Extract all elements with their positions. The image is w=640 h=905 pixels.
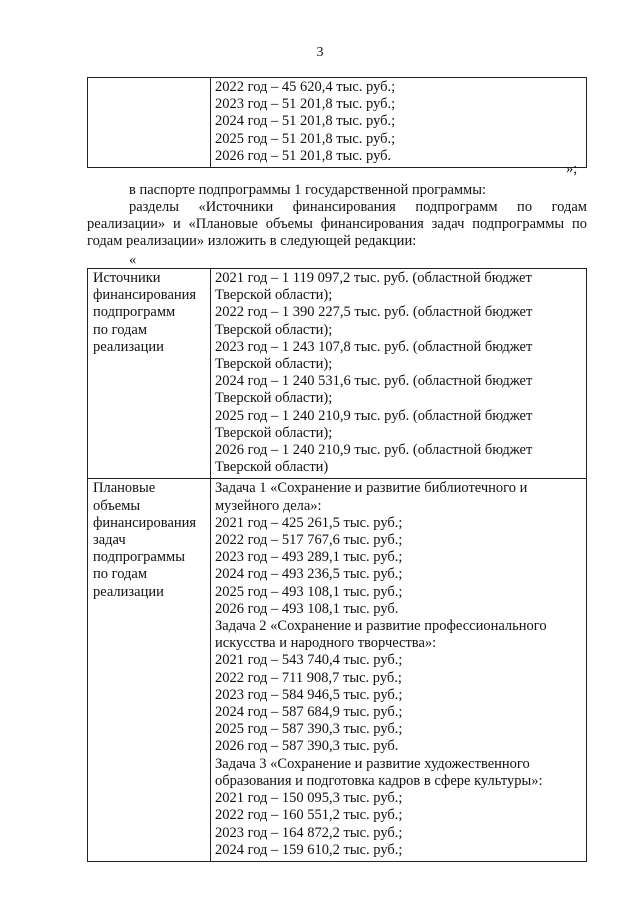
source-entry-line: 2022 год – 1 390 227,5 тыс. руб. (областной бюджет (215, 304, 533, 321)
table-row-tasks (88, 479, 587, 861)
sources-label-cell (88, 269, 211, 479)
label-line: реализации (93, 583, 164, 600)
label-line: финансирования (93, 287, 197, 304)
label-line: Источники (93, 270, 161, 286)
task-title-line: Задача 2 «Сохранение и развитие профессионального (215, 618, 547, 635)
source-entry-line: 2025 год – 1 240 210,9 тыс. руб. (областной бюджет (215, 407, 533, 424)
funding-year-line: 2022 год – 45 620,4 тыс. руб.; (215, 79, 396, 95)
task-year-line: 2024 год – 493 236,5 тыс. руб.; (215, 566, 403, 583)
funding-year-line: 2023 год – 51 201,8 тыс. руб.; (215, 96, 396, 113)
label-line: по годам (93, 566, 148, 583)
label-line: подпрограммы (93, 549, 185, 566)
task-year-line: 2023 год – 584 946,5 тыс. руб.; (215, 686, 403, 703)
sources-values-cell (211, 269, 587, 479)
funding-year-line: 2024 год – 51 201,8 тыс. руб.; (215, 113, 396, 130)
amendment-intro-paragraph: в паспорте подпрограммы 1 государственной программы: (129, 182, 487, 198)
source-entry-line: 2023 год – 1 243 107,8 тыс. руб. (областной бюджет (215, 338, 533, 355)
tasks-label-cell (88, 479, 211, 861)
closing-quote-mark: »; (566, 161, 578, 177)
continued-funding-table (87, 77, 587, 168)
task-year-line: 2024 год – 159 610,2 тыс. руб.; (215, 841, 403, 858)
label-line: объемы (93, 497, 141, 514)
page-number: 3 (316, 45, 324, 60)
label-line: подпрограмм (93, 304, 176, 321)
empty-label-cell (88, 78, 211, 168)
label-line: задач (93, 532, 126, 549)
task-title-line: Задача 3 «Сохранение и развитие художественного (215, 755, 530, 772)
task-year-line: 2021 год – 150 095,3 тыс. руб.; (215, 790, 403, 807)
task-year-line: 2025 год – 493 108,1 тыс. руб.; (215, 583, 403, 600)
source-entry-line: Тверской области); (215, 356, 333, 373)
label-line: по годам (93, 321, 148, 338)
task-year-line: 2023 год – 493 289,1 тыс. руб.; (215, 549, 403, 566)
funding-values-cell (211, 78, 587, 168)
task-title-line: музейного дела»: (215, 497, 322, 514)
funding-year-line: 2026 год – 51 201,8 тыс. руб. (215, 147, 392, 164)
task-year-line: 2021 год – 425 261,5 тыс. руб.; (215, 514, 403, 531)
task-title-line: образования и подготовка кадров в сфере культуры»: (215, 772, 543, 789)
source-entry-line: Тверской области); (215, 321, 333, 338)
task-year-line: 2025 год – 587 390,3 тыс. руб.; (215, 721, 403, 738)
task-year-line: 2024 год – 587 684,9 тыс. руб.; (215, 704, 403, 721)
funding-year-line: 2025 год – 51 201,8 тыс. руб.; (215, 130, 396, 147)
source-entry-line: Тверской области) (215, 459, 329, 476)
task-year-line: 2021 год – 543 740,4 тыс. руб.; (215, 652, 403, 669)
label-line: финансирования (93, 514, 197, 531)
task-year-line: 2022 год – 517 767,6 тыс. руб.; (215, 532, 403, 549)
label-line: реализации (93, 338, 164, 355)
task-title-line: искусства и народного творчества»: (215, 635, 437, 652)
task-year-line: 2026 год – 493 108,1 тыс. руб. (215, 600, 399, 617)
label-line: Плановые (93, 480, 156, 497)
source-entry-line: Тверской области); (215, 390, 333, 407)
task-year-line: 2022 год – 160 551,2 тыс. руб.; (215, 807, 403, 824)
task-title-line: Задача 1 «Сохранение и развитие библиотечного и (215, 480, 528, 497)
source-entry-line: Тверской области); (215, 287, 333, 304)
source-entry-line: 2026 год – 1 240 210,9 тыс. руб. (областной бюджет (215, 442, 533, 459)
task-year-line: 2022 год – 711 908,7 тыс. руб.; (215, 669, 402, 686)
table-row (88, 78, 587, 168)
source-entry-line: 2021 год – 1 119 097,2 тыс. руб. (областной бюджет (215, 270, 532, 286)
table-row-sources (88, 269, 587, 479)
tasks-values-cell (211, 479, 587, 861)
task-year-line: 2023 год – 164 872,2 тыс. руб.; (215, 824, 403, 841)
source-entry-line: Тверской области); (215, 424, 333, 441)
open-quote-mark: « (129, 252, 137, 268)
subprogram-funding-table (87, 268, 587, 862)
source-entry-line: 2024 год – 1 240 531,6 тыс. руб. (областной бюджет (215, 373, 533, 390)
amendment-instruction-paragraph: разделы «Источники финансирования подпрограмм по годам реализации» и «Плановые объемы финансирования задач подпрограммы по годам реализации» изложить в следующей редакции: (87, 199, 587, 250)
task-year-line: 2026 год – 587 390,3 тыс. руб. (215, 738, 399, 755)
